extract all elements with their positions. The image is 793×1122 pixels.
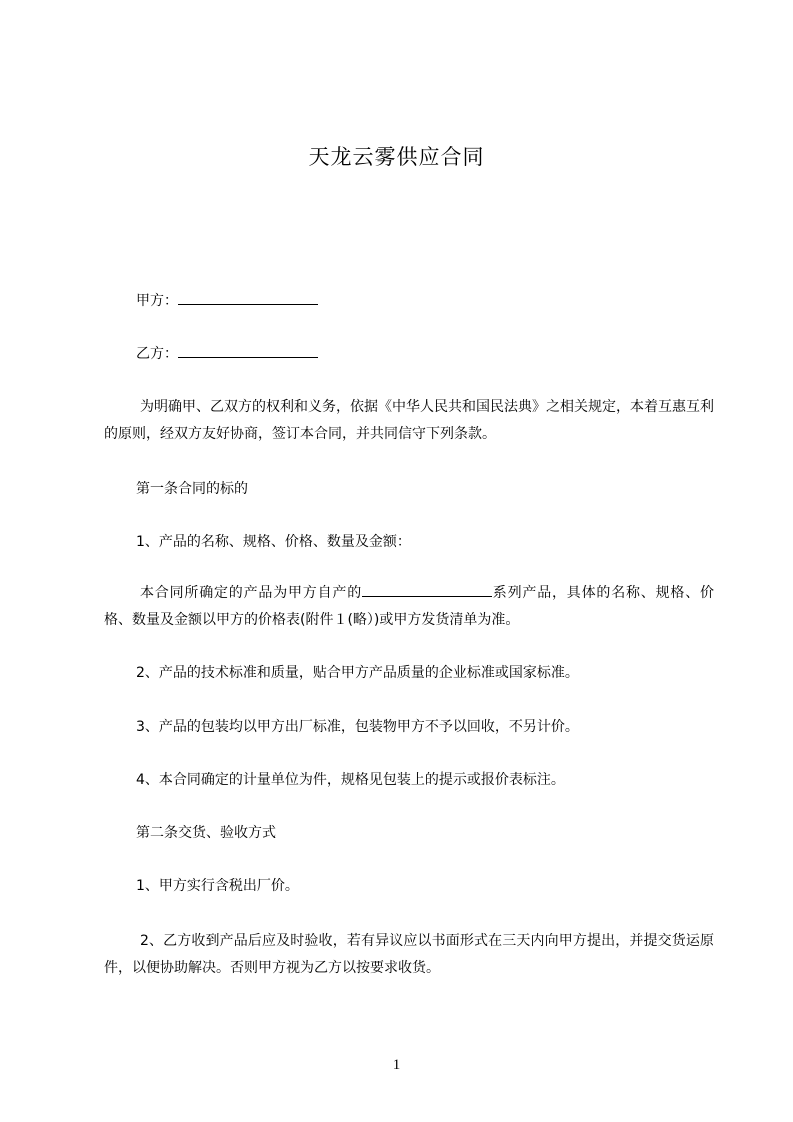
product-series-blank[interactable]	[362, 582, 492, 597]
article1-item4: 4、本合同确定的计量单位为件，规格见包装上的提示或报价表标注。	[136, 772, 565, 788]
party-b-row	[136, 343, 318, 364]
article1-item2: 2、产品的技术标准和质量，贴合甲方产品质量的企业标准或国家标准。	[136, 665, 579, 681]
article1-item1: 1、产品的名称、规格、价格、数量及金额：	[136, 534, 411, 550]
page-number: 1	[392, 1057, 401, 1073]
product-text-after: 系列产品，具体的名称、规格、价格、数量及金额以甲方的价格表(附件１(略）)或甲方发货清单为准。	[104, 585, 714, 628]
party-a-row	[136, 290, 318, 311]
party-b-label: 乙方：	[136, 346, 178, 362]
party-a-blank[interactable]	[178, 290, 318, 305]
article2-heading: 第二条交货、验收方式	[136, 825, 276, 841]
article1-heading: 第一条合同的标的	[136, 481, 248, 497]
product-paragraph	[104, 580, 714, 634]
party-a-label: 甲方：	[136, 293, 178, 309]
article2-item2: 2、乙方收到产品后应及时验收，若有异议应以书面形式在三天内向甲方提出，并提交货运原件，以便协助解决。否则甲方视为乙方以按要求收货。	[104, 933, 714, 976]
document-title: 天龙云雾供应合同	[308, 145, 485, 169]
product-text-before: 本合同所确定的产品为甲方自产的	[140, 585, 362, 601]
party-b-blank[interactable]	[178, 343, 318, 358]
intro-paragraph: 为明确甲、乙双方的权利和义务，依据《中华人民共和国民法典》之相关规定，本着互惠互利的原则，经双方友好协商，签订本合同，并共同信守下列条款。	[104, 399, 714, 442]
article2-item1: 1、甲方实行含税出厂价。	[136, 878, 299, 894]
article1-item3: 3、产品的包装均以甲方出厂标准，包装物甲方不予以回收，不另计价。	[136, 719, 579, 735]
